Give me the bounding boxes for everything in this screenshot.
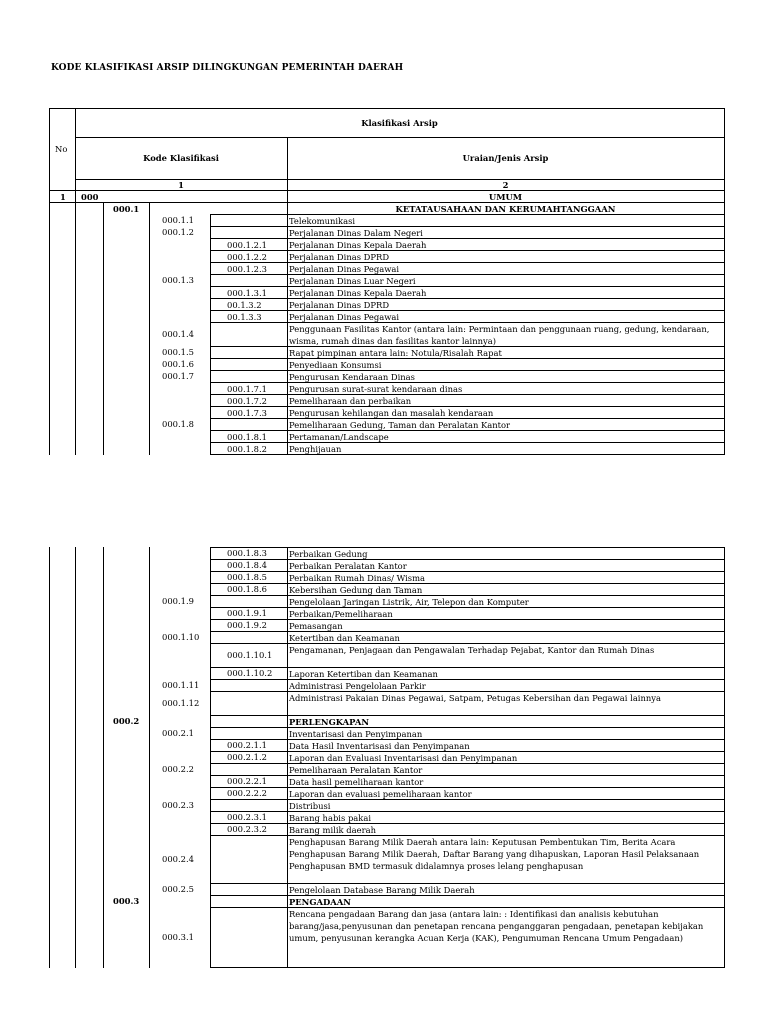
code-level-3: 000.2.4 (162, 854, 194, 864)
header-uraian: Uraian/Jenis Arsip (462, 153, 549, 163)
code-level-4: 000.2.3.2 (227, 824, 267, 834)
code-level-4: 000.1.7.2 (227, 395, 267, 406)
column-line (149, 547, 150, 968)
row-description: Pemeliharaan Peralatan Kantor (289, 764, 423, 775)
code-level-3: 000.2.1 (162, 728, 194, 738)
table-right-border (724, 547, 725, 968)
row-description: Perjalanan Dinas Pegawai (289, 311, 400, 322)
row-description: Pemeliharaan Gedung, Taman dan Peralatan Kantor (289, 419, 511, 430)
row-description: Perjalanan Dinas Kepala Daerah (289, 239, 427, 250)
code-level-3: 000.3.1 (162, 932, 194, 942)
code-level-4: 000.1.2.2 (227, 251, 267, 262)
code-level-3: 000.2.5 (162, 884, 194, 894)
row-description: Pengelolaan Database Barang Milik Daerah (289, 884, 475, 895)
code-level-4: 000.2.1.2 (227, 752, 267, 762)
column-line (149, 202, 150, 455)
code-level-3: 000.2.3 (162, 800, 194, 810)
code-level-3: 000.1.5 (162, 347, 194, 357)
code-level-3: 000.1.11 (162, 680, 200, 690)
code-level-4: 000.2.3.1 (227, 812, 267, 822)
header-klasifikasi-arsip: Klasifikasi Arsip (361, 118, 438, 128)
code-level-3: 000.1.10 (162, 632, 200, 642)
row-no: 1 (60, 191, 66, 202)
column-line (103, 547, 104, 968)
code-level-4: 00.1.3.3 (227, 311, 262, 322)
column-line (210, 547, 211, 968)
row-description: Pengamanan, Penjagaan dan Pengawalan Terhadap Pejabat, Kantor dan Rumah Dinas (289, 644, 655, 655)
code-level-3: 000.1.6 (162, 359, 194, 369)
code-level-3: 000.1.2 (162, 227, 194, 237)
table-left-border (49, 547, 50, 968)
code-level-4: 000.2.2.2 (227, 788, 267, 798)
row-description: Distribusi (289, 800, 331, 811)
row-description: Pengelolaan Jaringan Listrik, Air, Telepon dan Komputer (289, 596, 529, 607)
row-description: Perjalanan Dinas Dalam Negeri (289, 227, 423, 238)
row-description: Penggunaan Fasilitas Kantor (antara lain: Permintaan dan penggunaan ruang, gedung, kendaraan, wisma, rumah dinas dan fasilitas kantor lainnya) (289, 323, 710, 346)
row-description: Inventarisasi dan Penyimpanan (289, 728, 423, 739)
row-description: Perbaikan Gedung (289, 548, 368, 559)
code-level-4: 000.1.8.3 (227, 548, 267, 558)
table-top-border (49, 108, 725, 109)
row-description: Barang habis pakai (289, 812, 372, 823)
code-level-4: 000.1.3.1 (227, 287, 267, 298)
row-description: Penghijauan (289, 443, 342, 454)
row-description: PENGADAAN (289, 896, 351, 907)
code-level-3: 000.1.12 (162, 698, 200, 708)
row-description: KETATAUSAHAAN DAN KERUMAHTANGGAAN (395, 203, 616, 214)
column-line (287, 547, 288, 968)
header-kode-klasifikasi: Kode Klasifikasi (143, 153, 219, 163)
code-level-4: 000.1.8.6 (227, 584, 267, 594)
code-level-4: 000.1.7.3 (227, 407, 267, 418)
row-description: Laporan Ketertiban dan Keamanan (289, 668, 438, 679)
code-level-3: 000.1.7 (162, 371, 194, 381)
row-description: UMUM (488, 191, 523, 202)
row-description: Perbaikan/Pemeliharaan (289, 608, 393, 619)
document-title: KODE KLASIFIKASI ARSIP DILINGKUNGAN PEMERINTAH DAERAH (51, 63, 404, 73)
code-level-4: 00.1.3.2 (227, 299, 262, 310)
row-description: Perjalanan Dinas DPRD (289, 251, 390, 262)
code-level-4: 000.1.9.2 (227, 620, 267, 630)
row-description: Administrasi Pakaian Dinas Pegawai, Satpam, Petugas Kebersihan dan Pegawai lainnya (289, 692, 661, 703)
row-description: Perjalanan Dinas Luar Negeri (289, 275, 416, 286)
row-description: Pengurusan Kendaraan Dinas (289, 371, 415, 382)
header-col1: 1 (178, 180, 184, 190)
code-level-2: 000.3 (113, 896, 140, 906)
row-description: Perjalanan Dinas Pegawai (289, 263, 400, 274)
column-line (75, 108, 76, 455)
row-description: Data hasil pemeliharaan kantor (289, 776, 424, 787)
row-description: Pertamanan/Landscape (289, 431, 389, 442)
column-line (103, 202, 104, 455)
row-description: Kebersihan Gedung dan Taman (289, 584, 423, 595)
row-description: Administrasi Pengelolaan Parkir (289, 680, 426, 691)
row-description: Perbaikan Peralatan Kantor (289, 560, 407, 571)
code-level-4: 000.1.8.4 (227, 560, 267, 570)
code-level-4: 000.1.2.1 (227, 239, 267, 250)
code-level-4: 000.2.1.1 (227, 740, 267, 750)
code-level-4: 000.1.8.1 (227, 431, 267, 442)
column-line (287, 137, 288, 455)
header-divider (75, 137, 725, 138)
code-level-4: 000.2.2.1 (227, 776, 267, 786)
code-level-4: 000.1.8.2 (227, 443, 267, 454)
code-level-4: 000.1.7.1 (227, 383, 267, 394)
row-description: Laporan dan Evaluasi Inventarisasi dan Penyimpanan (289, 752, 518, 763)
row-description: Laporan dan evaluasi pemeliharaan kantor (289, 788, 472, 799)
code-level-4: 000.1.8.5 (227, 572, 267, 582)
row-description: Barang milik daerah (289, 824, 376, 835)
row-description: Penghapusan Barang Milik Daerah antara lain: Keputusan Pembentukan Tim, Berita Acara Penghapusan Barang Milik Daerah, Daftar Barang yang dihapuskan, Laporan Hasil Pelaksanaan Penghapusan BMD termasuk didalamnya proses lelang penghapusan (289, 836, 700, 871)
row-description: Pengurusan surat-surat kendaraan dinas (289, 383, 463, 394)
row-description: Perjalanan Dinas Kepala Daerah (289, 287, 427, 298)
header-col2: 2 (502, 180, 509, 190)
code-level-4: 000.1.10.1 (227, 650, 273, 660)
row-description: Pemasangan (289, 620, 343, 631)
row-description: PERLENGKAPAN (289, 716, 369, 727)
code-level-4: 000.1.2.3 (227, 263, 267, 274)
row-description: Pemeliharaan dan perbaikan (289, 395, 412, 406)
code-level-3: 000.1.4 (162, 329, 194, 339)
row-description: Data Hasil Inventarisasi dan Penyimpanan (289, 740, 470, 751)
code-level-3: 000.2.2 (162, 764, 194, 774)
row-description: Telekomunikasi (289, 215, 356, 226)
row-description: Rapat pimpinan antara lain: Notula/Risalah Rapat (289, 347, 502, 358)
code-level-4: 000.1.9.1 (227, 608, 267, 618)
row-description: Perbaikan Rumah Dinas/ Wisma (289, 572, 425, 583)
row-description: Pengurusan kehilangan dan masalah kendaraan (289, 407, 494, 418)
row-description: Penyediaan Konsumsi (289, 359, 382, 370)
row-description: Rencana pengadaan Barang dan jasa (antara lain: : Identifikasi dan analisis kebutuhan barang/jasa,penyusunan dan penetapan rencana penganggaran pengadaan, penetapan kebijakan umum, penyusunan kerangka Acuan Kerja (KAK), Pengumuman Rencana Umum Pengadaan) (289, 908, 704, 943)
code-level-3: 000.1.3 (162, 275, 194, 285)
row-description: Perjalanan Dinas DPRD (289, 299, 390, 310)
row-description: Ketertiban dan Keamanan (289, 632, 400, 643)
table-right-border (724, 108, 725, 455)
column-line (210, 214, 211, 455)
code-level-2: 000.1 (113, 203, 140, 214)
code-level-3: 000.1.1 (162, 215, 194, 225)
code-level-2: 000.2 (113, 716, 140, 726)
header-no: No (55, 144, 68, 154)
code-level-3: 000.1.9 (162, 596, 194, 606)
column-line (75, 547, 76, 968)
code-level-4: 000.1.10.2 (227, 668, 273, 678)
table-left-border (49, 108, 50, 455)
code-level-1: 000 (81, 191, 99, 202)
code-level-3: 000.1.8 (162, 419, 194, 429)
